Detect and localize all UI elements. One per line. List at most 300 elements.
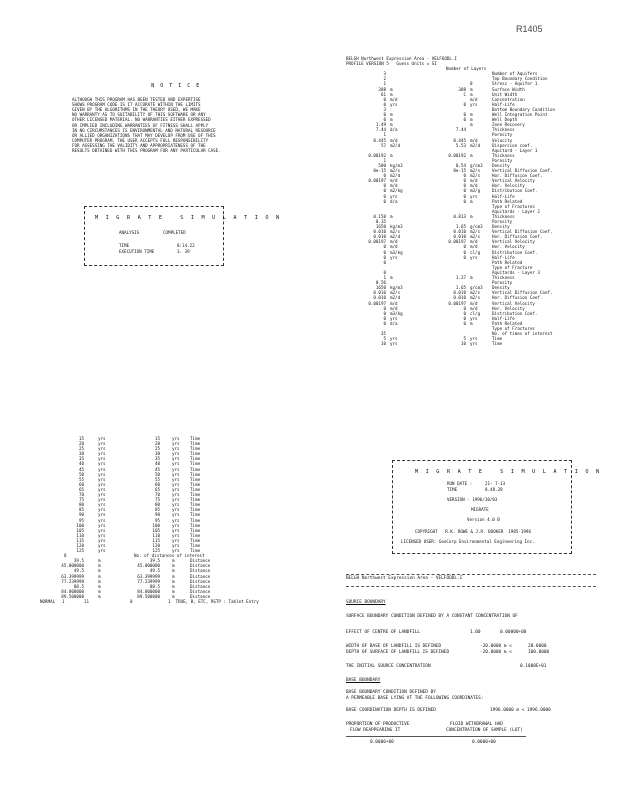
time-row-cell-2: yrs <box>98 537 106 543</box>
distance-row-cell-2: m <box>98 573 101 579</box>
time-row-cell-4: yrs <box>172 527 180 533</box>
profile-row-cell-5: Hor. Velocity <box>492 183 525 189</box>
profile-row-cell-3: 0 <box>463 101 466 107</box>
summary-line-8-label: BASE COORDINATION DEPTH IS DEFINED <box>346 708 436 713</box>
time-row-cell-1: 100 <box>76 522 84 528</box>
footer-mid-2: 11 <box>84 599 90 604</box>
profile-row <box>346 341 618 346</box>
profile-row-cell-2: m2/d <box>390 295 401 301</box>
time-row-cell-2: yrs <box>98 502 106 508</box>
distance-row-cell-2: m <box>98 583 101 589</box>
profile-row-cell-1: 0 <box>383 117 386 123</box>
notice-line: NO WARRANTY AS TO SUITABILITY OF THIS SOFTWARE OR ANY <box>72 112 206 118</box>
profile-row-cell-2: yrs <box>390 315 398 321</box>
notice-line: ALTHOUGH THIS PROGRAM HAS BEEN TESTED AND EXPERTISE <box>72 97 201 103</box>
time-row-cell-5: Time <box>190 502 201 508</box>
profile-row-cell-2: m/d <box>390 178 398 184</box>
profile-row-cell-2: yrs <box>390 193 398 199</box>
profile-row-cell-5: Vertical Diffusion Coef. <box>492 229 553 235</box>
profile-row-cell-4: yrs <box>470 101 478 107</box>
distance-row-cell-5: Distance <box>190 573 211 579</box>
summary-line-9-left-1: PROPORTION OF PRODUCTIVE <box>346 722 410 727</box>
profile-row-cell-1: 10 <box>380 341 386 347</box>
profile-row-cell-3: 0 <box>463 193 466 199</box>
ack-time-value: 8.48.28 <box>485 487 503 492</box>
time-row-cell-1: 90 <box>78 512 84 518</box>
profile-row-cell-3: 0.00197 <box>448 239 466 245</box>
profile-row-cell-5: Bottom Boundary Condition <box>492 106 556 112</box>
time-row-cell-5: Time <box>190 522 201 528</box>
distance-row-cell-2: m <box>98 568 101 574</box>
time-row-cell-1: 30 <box>78 451 84 457</box>
profile-row-cell-2: m3/kg <box>390 310 403 316</box>
profile-row-cell-4: 0 <box>470 81 473 87</box>
profile-row-cell-3: 0 <box>463 244 466 250</box>
profile-row-cell-1: 1650 <box>375 285 386 291</box>
profile-row-cell-4: m2/s <box>470 290 481 296</box>
time-row-cell-4: yrs <box>172 492 180 498</box>
profile-row-cell-4: cl/g <box>470 310 481 316</box>
profile-row-cell-3: 0.00197 <box>448 300 466 306</box>
profile-row-cell-4: yrs <box>470 336 478 342</box>
profile-row-cell-1: 0.00197 <box>368 239 386 245</box>
time-row-cell-4: yrs <box>172 466 180 472</box>
distance-row-cell-3: 49.5 <box>149 568 160 574</box>
summary-line-4-label: DEPTH OF SURFACE OF LANDFILL IS DEFINED <box>346 650 450 655</box>
profile-row-cell-5: Path Related <box>492 320 523 326</box>
ack-run-date-value: 21- 7-13 <box>485 481 506 486</box>
profile-row-cell-2: m2/d <box>390 142 401 148</box>
notice-section <box>72 84 280 153</box>
time-row-cell-5: Time <box>190 537 201 543</box>
time-row-cell-3: 85 <box>154 507 160 513</box>
summary-rule-bottom <box>346 586 596 587</box>
summary-line-3-b: 20.0000 <box>528 644 547 649</box>
profile-row-cell-5: Porosity <box>492 219 513 224</box>
profile-row-cell-1: 0 <box>383 310 386 316</box>
profile-row-cell-2: m2/s <box>390 290 401 296</box>
profile-row-cell-5: Vertical Diffusion Coef. <box>492 290 553 296</box>
profile-row-cell-2: m <box>390 275 393 281</box>
time-row-cell-2: yrs <box>98 527 106 533</box>
times-rows <box>40 436 300 553</box>
time-row-cell-4: yrs <box>172 451 180 457</box>
time-row-cell-1: 20 <box>78 441 84 447</box>
profile-row-cell-1: 0.00192 <box>368 152 386 158</box>
time-row-cell-2: yrs <box>98 522 106 528</box>
time-row-cell-5: Time <box>190 456 201 462</box>
profile-row-cell-2: m3/kg <box>390 249 403 255</box>
profile-row-cell-1: 0 <box>383 244 386 250</box>
time-row-cell-5: Time <box>190 451 201 457</box>
time-row-cell-5: Time <box>190 471 201 477</box>
profile-row-cell-5: Unit Width <box>492 91 518 97</box>
profile-row-cell-1: 0 <box>383 315 386 321</box>
profile-row-cell-4: m/d <box>470 137 478 143</box>
simulation-complete-box <box>84 206 282 266</box>
time-row-cell-4: yrs <box>172 532 180 538</box>
profile-row-cell-5: Half-Life <box>492 315 515 321</box>
profile-row-cell-5: Thickness <box>492 275 515 281</box>
profile-row-cell-1: 0 <box>383 96 386 102</box>
profile-row-cell-2: yrs <box>390 254 398 260</box>
profile-row-cell-5: Type of Fractures <box>492 203 535 209</box>
profile-row-cell-2: m2/d <box>390 234 401 240</box>
profile-row-cell-2: m/d <box>390 305 398 311</box>
profile-row-cell-2: kg/m3 <box>390 224 403 230</box>
time-row-cell-3: 25 <box>154 446 160 452</box>
summary-line-7: A PERMEABLE BASE LYING AT THE FOLLOWING COORDINATES: <box>346 696 484 701</box>
distance-row-cell-1: 39.5 <box>73 558 84 564</box>
time-row-cell-1: 35 <box>78 456 84 462</box>
time-row-cell-2: yrs <box>98 532 106 538</box>
distance-row-cell-1: 45.000000 <box>61 563 84 569</box>
time-row-cell-2: yrs <box>98 441 106 447</box>
profile-row-cell-4: m/d <box>470 244 478 250</box>
time-row-cell-5: Time <box>190 512 201 518</box>
distance-row-cell-5: Distance <box>190 583 211 589</box>
notice-line: SHOWS PROGRAM CODE IS IT ACCURATE WITHIN THE LIMITS <box>72 102 201 108</box>
distance-row-cell-1: 80.5 <box>73 583 84 589</box>
profile-row-cell-1: 0.010 <box>373 234 386 240</box>
time-row-cell-2: yrs <box>98 461 106 467</box>
profile-row-cell-3: 388 <box>458 86 466 92</box>
profile-row-cell-1: 0e-15 <box>373 168 386 174</box>
profile-row-cell-5: Vertical Diffusion Coef. <box>492 168 553 174</box>
distance-row-cell-2: m <box>98 578 101 584</box>
profile-row-cell-1: 1 <box>383 81 386 87</box>
time-row-cell-4: yrs <box>172 461 180 467</box>
summary-rule-9 <box>346 736 526 737</box>
profile-row-cell-3: 10 <box>460 341 466 347</box>
profile-row-cell-2: yrs <box>390 341 398 347</box>
distance-row-cell-5: Distance <box>190 578 211 584</box>
profile-row-cell-2: m <box>390 91 393 97</box>
distance-row-cell-2: m <box>98 563 101 569</box>
time-row-cell-3: 50 <box>154 471 160 477</box>
distance-row-cell-3: 39.5 <box>149 558 160 564</box>
profile-row-cell-2: m/d <box>390 96 398 102</box>
profile-row-cell-2: m/d <box>390 239 398 245</box>
profile-row-cell-1: 0.35 <box>375 219 386 224</box>
profile-row-cell-2: m/d <box>390 300 398 306</box>
profile-row-cell-3: 0.010 <box>453 290 466 296</box>
profile-row-cell-5: Aquitards - Layer 2 <box>492 208 540 214</box>
time-row-cell-2: yrs <box>98 517 106 523</box>
profile-row-cell-4: m <box>470 112 473 118</box>
time-row-cell-2: yrs <box>98 476 106 482</box>
ack-version-line: VERSION - 1996/10/03 <box>447 497 498 502</box>
profile-row-cell-4: m2/s <box>470 173 481 179</box>
time-row-cell-3: 125 <box>152 548 160 554</box>
ack-title: M I G R A T E S I M U L A T I O N <box>415 469 602 475</box>
profile-row-cell-5: Porosity <box>492 132 513 138</box>
time-row-cell-3: 60 <box>154 481 160 487</box>
profile-row-cell-2: m2/d <box>390 173 401 179</box>
profile-row-cell-3: 0 <box>463 254 466 260</box>
summary-line-9-right-1: FLOID WITHDRAWAL HAD <box>450 722 503 727</box>
summary-line-5-label: THE INITIAL SOURCE CONCENTRATION <box>346 664 431 669</box>
profile-row-cell-5: Vertical Velocity <box>492 300 535 306</box>
profile-row-cell-5: Time <box>492 336 503 342</box>
profile-row-cell-3: 5 <box>463 336 466 342</box>
time-row-cell-1: 115 <box>76 537 84 543</box>
profile-row-cell-5: Distribution Coef. <box>492 310 538 316</box>
profile-row-cell-4: m <box>470 198 473 204</box>
time-row-cell-1: 95 <box>78 517 84 523</box>
profile-row-cell-4: yrs <box>470 254 478 260</box>
profile-row-cell-4: m <box>470 86 473 92</box>
profile-row-cell-1: 0 <box>383 254 386 260</box>
profile-row-cell-1: 0 <box>383 173 386 179</box>
time-row-cell-4: yrs <box>172 512 180 518</box>
profile-row-cell-3: 0 <box>463 173 466 179</box>
profile-row-cell-1: 0 <box>383 188 386 194</box>
time-row-cell-3: 30 <box>154 451 160 457</box>
times-footer <box>40 599 300 604</box>
profile-row-cell-5: Well Integration Point <box>492 112 548 118</box>
profile-row-cell-4: m <box>470 213 473 219</box>
profile-row-cell-1: 0.00197 <box>368 178 386 184</box>
ack-time-label: TIME <box>447 487 458 492</box>
profile-row-cell-5: Hor. Velocity <box>492 244 525 250</box>
notice-line: IN NO CIRCUMSTANCES IS ENVIRONMENTAL AND NATURAL RESOURCE <box>72 127 216 133</box>
profile-row-cell-4: yrs <box>470 341 478 347</box>
notice-line: OR IMPLIED INCLUDING WARRANTIES OF FITNESS SHALL APPLY <box>72 122 209 128</box>
profile-row-cell-2: d/a <box>390 320 398 326</box>
distance-row-cell-4: m <box>172 568 175 574</box>
time-row-cell-5: Time <box>190 461 201 467</box>
summary-section <box>346 576 606 582</box>
summary-line-2-b: 0.00000+00 <box>500 630 527 635</box>
acknowledgement-box <box>392 460 602 554</box>
time-row-cell-3: 100 <box>152 522 160 528</box>
profile-row-cell-2: m <box>390 213 393 219</box>
profile-row-cell-3: 0.445 <box>453 137 466 143</box>
ack-licensed: LICENSED USER: GeoCorp Environmental Engineering Inc. <box>401 539 535 544</box>
time-row-cell-5: Time <box>190 486 201 492</box>
profile-row-cell-5: Path Related <box>492 198 523 204</box>
profile-row-cell-5: Vertical Velocity <box>492 239 535 245</box>
distance-row-cell-2: m <box>98 588 101 594</box>
profile-row-cell-5: Hor. Velocity <box>492 305 525 311</box>
profile-row-cell-1: 0.010 <box>373 290 386 296</box>
profile-row-cell-2: m/d <box>390 183 398 189</box>
profile-row-cell-5: Time <box>492 341 503 347</box>
profile-row-cell-5: Zone Recovery <box>492 122 525 128</box>
time-row-cell-2: yrs <box>98 492 106 498</box>
distance-row-cell-1: 89.500000 <box>61 593 84 599</box>
profile-row-cell-1: 0 <box>383 259 386 265</box>
notice-line: RESULTS OBTAINED WITH THIS PROGRAM FOR ANY PARTICULAR CASE. <box>72 148 221 154</box>
profile-row-cell-5: Half-Life <box>492 193 515 199</box>
distance-row-cell-5: Distance <box>190 563 211 569</box>
sim-exec-label: EXECUTION TIME <box>119 249 155 254</box>
time-row-cell-1: 25 <box>78 446 84 452</box>
time-row-cell-2: yrs <box>98 471 106 477</box>
profile-row-cell-1: 0 <box>383 305 386 311</box>
profile-row-cell-3: 0 <box>463 315 466 321</box>
summary-line-2-a: 1.00 <box>470 630 481 635</box>
profile-row-cell-5: No. of times of interest <box>492 331 553 337</box>
profile-header-1: BELGH Northwest Expression Area - VELFOODL.I <box>346 56 457 61</box>
profile-row-cell-1: 0 <box>383 249 386 255</box>
profile-row-cell-5: Density <box>492 224 510 230</box>
time-row-cell-1: 120 <box>76 542 84 548</box>
time-row-cell-3: 95 <box>154 517 160 523</box>
profile-row-cell-1: 0.010 <box>373 295 386 301</box>
notice-body <box>72 97 280 153</box>
time-row-cell-4: yrs <box>172 471 180 477</box>
profile-row-cell-5: Thickness <box>492 152 515 158</box>
distance-row-cell-5: Distance <box>190 568 211 574</box>
profile-row-cell-3: 0.010 <box>453 295 466 301</box>
time-row-cell-2: yrs <box>98 542 106 548</box>
time-row-cell-4: yrs <box>172 537 180 543</box>
time-row-cell-3: 35 <box>154 456 160 462</box>
profile-row-cell-3: 0.010 <box>453 229 466 235</box>
time-row-cell-5: Time <box>190 436 201 441</box>
time-row-cell-5: Time <box>190 446 201 452</box>
time-row-cell-2: yrs <box>98 451 106 457</box>
time-row-cell-5: Time <box>190 476 201 482</box>
time-row-cell-4: yrs <box>172 476 180 482</box>
distance-row-cell-3: 80.5 <box>149 583 160 589</box>
profile-row-cell-3: 0.00192 <box>448 152 466 158</box>
summary-line-4-a: -20.0000 m < <box>480 650 512 655</box>
profile-row-cell-1: 3 <box>383 71 386 77</box>
profile-row-cell-5: Distribution Coef. <box>492 188 538 194</box>
profile-row-cell-1: 388 <box>378 86 386 92</box>
profile-row-cell-5: Type of Fractures <box>492 325 535 331</box>
profile-row-cell-3: 0.010 <box>453 234 466 240</box>
profile-row-cell-3: 0 <box>463 310 466 316</box>
time-row-cell-4: yrs <box>172 481 180 487</box>
distance-row-cell-3: 77.239999 <box>137 578 160 584</box>
time-row-cell-1: 105 <box>76 527 84 533</box>
distance-row-cell-1: 84.000000 <box>61 588 84 594</box>
distance-row-cell-3: 45.000000 <box>137 563 160 569</box>
profile-row-cell-1: 7.44 <box>375 127 386 133</box>
time-row-cell-1: 60 <box>78 481 84 487</box>
time-row-cell-1: 65 <box>78 486 84 492</box>
profile-listing <box>346 56 618 346</box>
time-row-cell-3: 80 <box>154 502 160 508</box>
profile-row-cell-2: kg/m3 <box>390 162 403 168</box>
distance-row-cell-3: 63.399999 <box>137 573 160 579</box>
summary-line-3-a: -20.0000 m < <box>480 644 512 649</box>
profile-row-cell-4: m2/s <box>470 295 481 301</box>
profile-row-cell-1: 0 <box>383 320 386 326</box>
time-row-cell-1: 80 <box>78 502 84 508</box>
profile-row-cell-1: 1 <box>383 132 386 138</box>
time-row-cell-1: 55 <box>78 476 84 482</box>
profile-row-cell-3: 5.53 <box>455 142 466 148</box>
time-row-cell-4: yrs <box>172 456 180 462</box>
profile-row-cell-5: Hor. Diffusion Coef. <box>492 173 543 179</box>
profile-row-cell-1: 61 <box>380 91 386 97</box>
profile-row-cell-5: Thickness <box>492 213 515 219</box>
profile-row-cell-4: m2/d <box>470 142 481 148</box>
ack-run-date-label: RUN DATE : <box>447 481 473 486</box>
ack-copyright: COPYRIGHT R.K. ROWE & J.R. BOOKER 1985-1996 <box>415 529 531 534</box>
profile-row-cell-3: 0 <box>463 117 466 123</box>
profile-row-cell-3: 0 <box>463 112 466 118</box>
summary-line-6: BASE BOUNDARY CONDITION DEFINED BY <box>346 690 436 695</box>
profile-row-cell-5: Velocity <box>492 137 513 143</box>
summary-line-10-b: 0.0000+00 <box>472 740 496 745</box>
time-row-cell-3: 115 <box>152 537 160 543</box>
time-row-cell-4: yrs <box>172 502 180 508</box>
time-row-cell-4: yrs <box>172 497 180 503</box>
notice-line: OR ALLIED ORGANIZATIONS THAT MAY DEVELOP FROM USE OF THIS <box>72 132 216 138</box>
profile-row-cell-4: m/d <box>470 183 478 189</box>
summary-section-2: BASE BOUNDARY <box>346 678 381 683</box>
profile-row-cell-4: m <box>470 91 473 97</box>
time-row-cell-1: 110 <box>76 532 84 538</box>
profile-row-cell-5: Number of Aquifers <box>492 71 538 77</box>
profile-row-cell-4: yrs <box>470 193 478 199</box>
profile-rows <box>346 71 618 346</box>
distance-row-cell-3: 89.500000 <box>137 593 160 599</box>
notice-line: GIVEN BY THE ALGORITHMS IN THE THEORY USED, WE MAKE <box>72 107 201 113</box>
profile-row-cell-2: m2/s <box>390 229 401 235</box>
profile-row-cell-4: g/cm3 <box>470 224 483 230</box>
profile-row-cell-5: Vertical Velocity <box>492 178 535 184</box>
time-row-cell-4: yrs <box>172 517 180 523</box>
profile-row-cell-2: d/a <box>390 198 398 204</box>
profile-row-cell-5: Density <box>492 162 510 168</box>
time-row-cell-5: Time <box>190 441 201 447</box>
time-row-cell-1: 40 <box>78 461 84 467</box>
profile-row-cell-5: Density <box>492 285 510 291</box>
profile-row-cell-5: Thickness <box>492 127 515 133</box>
profile-row-cell-1: 0 <box>383 193 386 199</box>
time-row-cell-2: yrs <box>98 497 106 503</box>
time-row-cell-5: Time <box>190 492 201 498</box>
profile-row-cell-3: 0 <box>463 305 466 311</box>
summary-line-8-a: 1996.0000 m < 1996.0000 <box>490 708 551 713</box>
profile-row-cell-4: m/d <box>470 239 478 245</box>
profile-row-cell-5: Hor. Diffusion Coef. <box>492 234 543 240</box>
time-row-cell-3: 70 <box>154 492 160 498</box>
profile-row-cell-2: d/a <box>390 127 398 133</box>
sim-title: M I G R A T E S I M U L A T I O N <box>95 215 282 221</box>
distance-row-cell-3: 84.000000 <box>137 588 160 594</box>
profile-row-cell-2: m/d <box>390 244 398 250</box>
profile-row-cell-2: m2/kg <box>390 188 403 194</box>
profile-row-cell-1: 1 <box>383 275 386 281</box>
time-row-cell-3: 105 <box>152 527 160 533</box>
profile-row-cell-4: g/cm3 <box>470 285 483 291</box>
profile-row-cell-2: m <box>390 86 393 92</box>
distance-row-cell-4: m <box>172 558 175 564</box>
distance-row-cell-4: m <box>172 593 175 599</box>
profile-header-3: Number of Layers <box>446 66 487 72</box>
profile-row-cell-5: Top Boundary Condition <box>492 76 548 82</box>
time-row-cell-2: yrs <box>98 507 106 513</box>
distances-count: 8 <box>64 553 67 559</box>
notice-title: N O T I C E <box>151 83 201 89</box>
distance-row-cell-4: m <box>172 583 175 589</box>
sim-exec-value: 3. 39 <box>177 249 190 254</box>
time-row-cell-3: 20 <box>154 441 160 447</box>
distance-row-cell-5: Distance <box>190 558 211 564</box>
profile-row-cell-3: 0 <box>463 249 466 255</box>
profile-row-cell-2: yrs <box>390 336 398 342</box>
profile-row-cell-4: m3/g <box>470 188 481 194</box>
profile-row-cell-5: Distribution Coef. <box>492 249 538 255</box>
